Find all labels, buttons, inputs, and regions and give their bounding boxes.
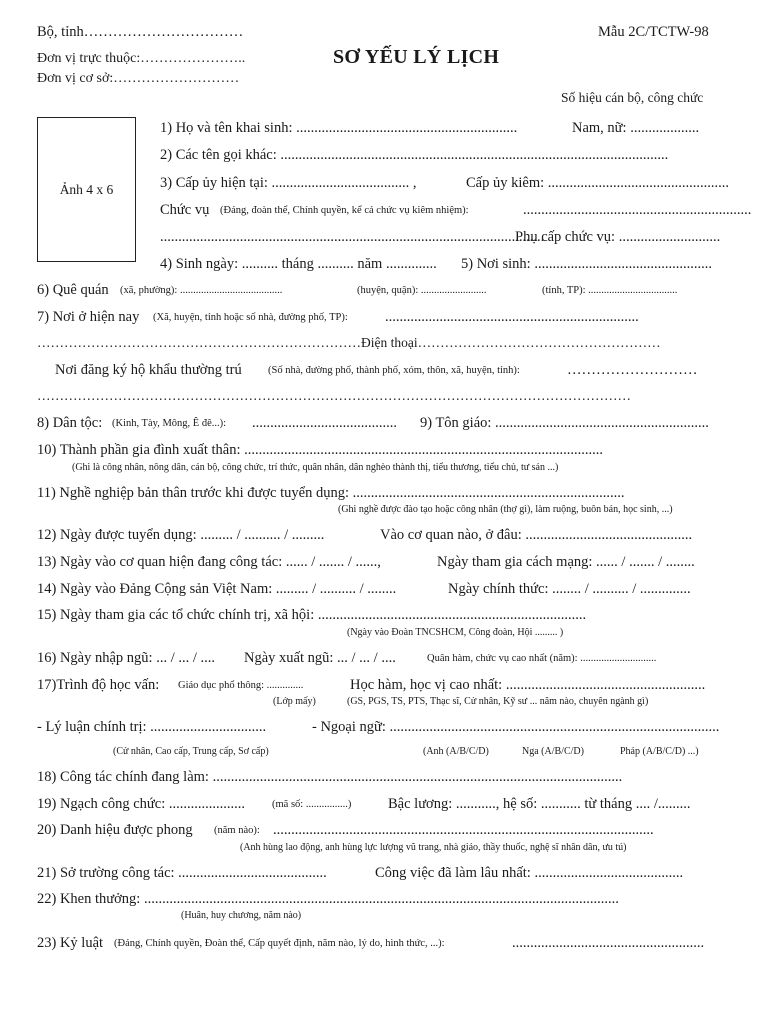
field-discipline-label: 23) Kỷ luật [37, 935, 104, 951]
field-main-work: 18) Công tác chính đang làm: ................................................................................................................. [37, 769, 623, 785]
field-hometown-commune: (xã, phường): ....................................... [120, 285, 283, 296]
header-don-vi-co-so: Đơn vị cơ sở:……………………… [37, 71, 240, 86]
field-organizations-note: (Ngày vào Đoàn TNCSHCM, Công đoàn, Hội ......... ) [347, 627, 564, 638]
field-position-dots: ............................................................... [523, 202, 752, 218]
header-don-vi-truc-thuoc: Đơn vị trực thuộc:………………….. [37, 51, 246, 66]
field-foreign-language-french: Pháp (A/B/C/D) ...) [620, 746, 699, 757]
officer-id-label: Số hiệu cán bộ, công chức [561, 90, 704, 105]
field-registered-residence-dots: ……………………… [567, 362, 698, 378]
field-highest-rank: Quân hàm, chức vụ cao nhất (năm): ............................. [427, 653, 657, 664]
field-prior-occupation: 11) Nghề nghiệp bản thân trước khi được tuyển dụng: ........................................................................... [37, 485, 625, 501]
field-discharge-date: Ngày xuất ngũ: ... / ... / .... [244, 650, 396, 666]
field-honor-title-note: (Anh hùng lao động, anh hùng lực lượng vũ trang, nhà giáo, thầy thuốc, nghệ sĩ nhân dân, ưu tú) [240, 842, 627, 853]
field-hometown-label: 6) Quê quán [37, 282, 109, 298]
field-discipline-hint: (Đảng, Chính quyền, Đoàn thể, Cấp quyết định, năm nào, lý do, hình thức, ...): [114, 938, 445, 949]
field-revolution-date: Ngày tham gia cách mạng: ...... / ....... / ........ [437, 554, 695, 570]
field-honor-title-year: (năm nào): [214, 825, 260, 836]
field-position-hint: (Đảng, đoàn thể, Chính quyền, kể cả chức vụ kiêm nhiệm): [220, 205, 469, 216]
field-ethnicity-label: 8) Dân tộc: [37, 415, 103, 431]
field-rewards-note: (Huân, huy chương, năm nào) [181, 910, 302, 921]
field-enlistment-date: 16) Ngày nhập ngũ: ... / ... / .... [37, 650, 216, 666]
field-other-names: 2) Các tên gọi khác: ........................................................................................................... [160, 147, 669, 163]
field-hometown-district: (huyện, quận): ......................... [357, 285, 487, 296]
field-political-theory: - Lý luận chính trị: ................................ [37, 719, 267, 735]
field-highest-degree-note: (GS, PGS, TS, PTS, Thạc sĩ, Cử nhân, Kỹ sư ... năm nào, chuyên ngành gì) [347, 696, 649, 707]
form-code: Mẫu 2C/TCTW-98 [598, 24, 709, 40]
field-honor-title-dots: ......................................................................................................... [273, 822, 654, 838]
field-foreign-language-russian: Nga (A/B/C/D) [522, 746, 584, 757]
field-general-education-note: (Lớp mấy) [273, 696, 316, 707]
field-gender: Nam, nữ: ................... [572, 120, 700, 136]
field-birth-date: 4) Sinh ngày: .......... tháng .......... năm .............. [160, 256, 437, 272]
field-honor-title-label: 20) Danh hiệu được phong [37, 822, 193, 838]
field-position-line2: .......................................................................................................... [160, 229, 545, 245]
field-foreign-language-english: (Anh (A/B/C/D) [423, 746, 489, 757]
photo-placeholder [37, 117, 136, 262]
field-religion: 9) Tôn giáo: ........................................................... [420, 415, 709, 431]
field-current-address-dots: ...................................................................... [385, 309, 639, 325]
field-registered-residence-label: Nơi đăng ký hộ khẩu thường trú [55, 362, 242, 378]
field-full-name: 1) Họ và tên khai sinh: ............................................................. [160, 120, 518, 136]
field-political-theory-note: (Cử nhân, Cao cấp, Trung cấp, Sơ cấp) [113, 746, 269, 757]
field-civil-grade: 19) Ngạch công chức: ..................... [37, 796, 245, 812]
field-position-label: Chức vụ [160, 202, 210, 218]
header-bo-tinh: Bộ, tỉnh…………………………… [37, 24, 244, 40]
field-education-label: 17)Trình độ học vấn: [37, 677, 160, 693]
field-civil-grade-code: (mã số: ................) [272, 799, 352, 810]
field-current-address-label: 7) Nơi ở hiện nay [37, 309, 140, 325]
field-current-address-hint: (Xã, huyện, tỉnh hoặc số nhà, đường phố, TP): [153, 312, 348, 323]
field-birth-place: 5) Nơi sinh: ................................................. [461, 256, 712, 272]
field-current-agency-date: 13) Ngày vào cơ quan hiện đang công tác: ...... / ....... / ......, [37, 554, 381, 570]
field-phone: ………………………………………………………………Điện thoại……………………………………………… [37, 335, 661, 350]
field-concurrent-committee: Cấp ủy kiêm: .................................................. [466, 175, 730, 191]
field-general-education: Giáo dục phổ thông: .............. [178, 680, 304, 691]
field-family-background: 10) Thành phần gia đình xuất thân: ................................................................................................... [37, 442, 603, 458]
field-family-background-note: (Ghi là công nhân, nông dân, cán bộ, công chức, trí thức, quân nhân, dân nghèo thành thị, tiểu thương, tiểu chủ, tư sản ...) [72, 462, 559, 473]
field-registered-residence-hint: (Số nhà, đường phố, thành phố, xóm, thôn, xã, huyện, tỉnh): [268, 365, 520, 376]
field-work-strength: 21) Sở trường công tác: ......................................... [37, 865, 327, 881]
field-ethnicity-hint: (Kinh, Tày, Mông, Ê đê...): [112, 418, 227, 429]
field-highest-degree: Học hàm, học vị cao nhất: ....................................................... [350, 677, 706, 693]
field-party-join-date: 14) Ngày vào Đảng Cộng sản Việt Nam: ......... / .......... / ........ [37, 581, 397, 597]
field-longest-job: Công việc đã làm lâu nhất: ......................................... [375, 865, 684, 881]
field-prior-occupation-note: (Ghi nghề được đào tạo hoặc công nhân (thợ gì), làm ruộng, buôn bán, học sinh, ...) [338, 504, 673, 515]
field-current-committee: 3) Cấp ủy hiện tại: ...................................... , [160, 175, 417, 191]
field-party-official-date: Ngày chính thức: ........ / .......... / .............. [448, 581, 691, 597]
field-hometown-province: (tỉnh, TP): .................................. [542, 285, 678, 296]
field-foreign-language: - Ngoại ngữ: ........................................................................................... [312, 719, 720, 735]
field-registered-residence-line2: …………………………………………………………………………………………………………………… [37, 388, 631, 403]
page-title: SƠ YẾU LÝ LỊCH [333, 46, 500, 68]
field-position-allowance: Phụ cấp chức vụ: ............................ [515, 229, 721, 245]
field-discipline-dots: ..................................................... [512, 935, 705, 951]
field-recruitment-agency: Vào cơ quan nào, ở đâu: .............................................. [380, 527, 693, 543]
field-rewards: 22) Khen thưởng: ................................................................................................................................... [37, 891, 619, 907]
photo-label: Ảnh 4 x 6 [59, 182, 114, 197]
field-recruitment-date: 12) Ngày được tuyển dụng: ......... / .......... / ......... [37, 527, 325, 543]
field-salary-level: Bậc lương: ..........., hệ số: ........... từ tháng .... /......... [388, 796, 691, 812]
field-organizations-date: 15) Ngày tham gia các tổ chức chính trị, xã hội: .......................................................................... [37, 607, 587, 623]
field-ethnicity-dots: ........................................ [252, 415, 397, 431]
